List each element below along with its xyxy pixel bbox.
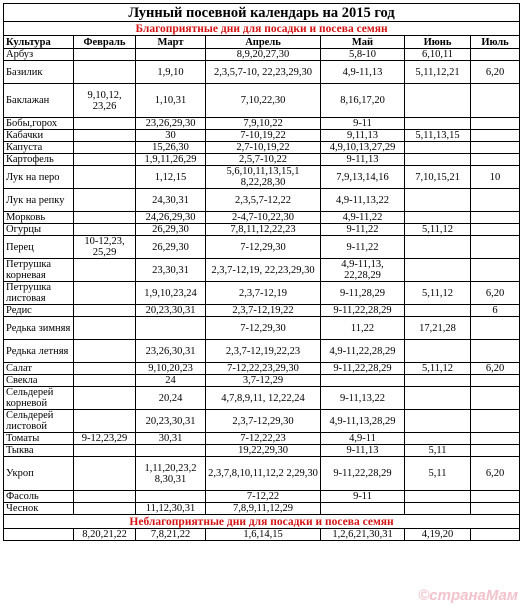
days-cell: 7-12,22,23,29,30	[206, 363, 321, 375]
unfavorable-cell: 1,2,6,21,30,31	[321, 529, 405, 541]
days-cell: 7-12,22	[206, 491, 321, 503]
days-cell	[471, 154, 520, 166]
days-cell	[471, 445, 520, 457]
days-cell	[471, 142, 520, 154]
days-cell: 24,30,31	[136, 189, 206, 212]
days-cell: 2,7-10,19,22	[206, 142, 321, 154]
days-cell: 9-11,28,29	[321, 282, 405, 305]
days-cell	[405, 212, 471, 224]
table-row	[4, 445, 520, 457]
days-cell: 7,8,9,11,12,29	[206, 503, 321, 515]
days-cell: 9-11,22,28,29	[321, 363, 405, 375]
days-cell	[471, 317, 520, 340]
crop-name-cell: Базилик	[4, 61, 74, 84]
days-cell	[405, 433, 471, 445]
days-cell	[471, 340, 520, 363]
days-cell	[74, 212, 136, 224]
days-cell	[405, 142, 471, 154]
days-cell: 1,11,20,23,2 8,30,31	[136, 457, 206, 491]
days-cell: 19,22,29,30	[206, 445, 321, 457]
days-cell	[136, 445, 206, 457]
days-cell: 9-12,23,29	[74, 433, 136, 445]
table-row	[4, 212, 520, 224]
days-cell	[405, 340, 471, 363]
crop-name-cell: Арбуз	[4, 49, 74, 61]
unfavorable-cell	[4, 529, 74, 541]
table-row	[4, 317, 520, 340]
days-cell: 10	[471, 166, 520, 189]
calendar-table	[3, 3, 520, 541]
favorable-rows	[4, 49, 520, 515]
column-header-march: Март	[136, 36, 206, 49]
days-cell	[471, 375, 520, 387]
days-cell	[74, 189, 136, 212]
days-cell: 30,31	[136, 433, 206, 445]
days-cell: 6,20	[471, 457, 520, 491]
days-cell: 6,20	[471, 363, 520, 375]
unfavorable-heading: Неблагоприятные дни для посадки и посева семян	[4, 515, 520, 529]
days-cell	[74, 457, 136, 491]
table-row	[4, 410, 520, 433]
days-cell	[471, 118, 520, 130]
crop-name-cell: Укроп	[4, 457, 74, 491]
days-cell: 6	[471, 305, 520, 317]
days-cell	[74, 503, 136, 515]
days-cell: 11,22	[321, 317, 405, 340]
days-cell: 17,21,28	[405, 317, 471, 340]
crop-name-cell: Чеснок	[4, 503, 74, 515]
days-cell	[471, 410, 520, 433]
table-row	[4, 491, 520, 503]
days-cell: 15,26,30	[136, 142, 206, 154]
crop-name-cell: Перец	[4, 236, 74, 259]
days-cell: 24,26,29,30	[136, 212, 206, 224]
days-cell	[471, 49, 520, 61]
days-cell: 7,10,22,30	[206, 84, 321, 118]
days-cell: 7,9,13,14,16	[321, 166, 405, 189]
table-row	[4, 49, 520, 61]
crop-name-cell: Бобы,горох	[4, 118, 74, 130]
days-cell	[405, 259, 471, 282]
crop-name-cell: Капуста	[4, 142, 74, 154]
days-cell	[471, 84, 520, 118]
days-cell: 7,9,10,22	[206, 118, 321, 130]
days-cell	[471, 387, 520, 410]
table-row	[4, 503, 520, 515]
days-cell: 5,8-10	[321, 49, 405, 61]
days-cell	[74, 166, 136, 189]
days-cell	[74, 142, 136, 154]
days-cell: 2,3,7,8,10,11,12,2 2,29,30	[206, 457, 321, 491]
days-cell: 5,6,10,11,13,15,1 8,22,28,30	[206, 166, 321, 189]
days-cell: 5,11,12,21	[405, 61, 471, 84]
unfavorable-cell: 4,19,20	[405, 529, 471, 541]
table-row	[4, 375, 520, 387]
crop-name-cell: Свекла	[4, 375, 74, 387]
days-cell: 26,29,30	[136, 224, 206, 236]
days-cell: 10-12,23, 25,29	[74, 236, 136, 259]
column-header-may: Май	[321, 36, 405, 49]
days-cell: 20,23,30,31	[136, 410, 206, 433]
days-cell	[405, 236, 471, 259]
crop-name-cell: Тыква	[4, 445, 74, 457]
unfavorable-cell: 8,20,21,22	[74, 529, 136, 541]
crop-name-cell: Петрушка корневая	[4, 259, 74, 282]
days-cell: 1,9,10	[136, 61, 206, 84]
days-cell	[471, 212, 520, 224]
days-cell	[405, 189, 471, 212]
table-row	[4, 305, 520, 317]
days-cell: 5,11	[405, 445, 471, 457]
crop-name-cell: Томаты	[4, 433, 74, 445]
days-cell	[405, 375, 471, 387]
days-cell	[321, 503, 405, 515]
days-cell: 7,10,15,21	[405, 166, 471, 189]
days-cell	[405, 84, 471, 118]
days-cell: 4,9,10,13,27,29	[321, 142, 405, 154]
days-cell: 9-11	[321, 118, 405, 130]
days-cell: 4,9-11,22,28,29	[321, 340, 405, 363]
table-row	[4, 224, 520, 236]
days-cell: 23,26,30,31	[136, 340, 206, 363]
crop-name-cell: Редька зимняя	[4, 317, 74, 340]
days-cell: 9-11,13	[321, 154, 405, 166]
days-cell	[471, 491, 520, 503]
days-cell	[405, 305, 471, 317]
days-cell	[136, 317, 206, 340]
days-cell	[74, 317, 136, 340]
table-row	[4, 363, 520, 375]
days-cell: 5,11,12	[405, 282, 471, 305]
days-cell: 8,9,20,27,30	[206, 49, 321, 61]
days-cell: 9,10,12, 23,26	[74, 84, 136, 118]
unfavorable-cell: 7,8,21,22	[136, 529, 206, 541]
table-row	[4, 166, 520, 189]
days-cell: 7,8,11,12,22,23	[206, 224, 321, 236]
days-cell: 7-12,29,30	[206, 317, 321, 340]
days-cell: 11,12,30,31	[136, 503, 206, 515]
days-cell: 2,3,5,7-10, 22,23,29,30	[206, 61, 321, 84]
days-cell: 7-12,22,23	[206, 433, 321, 445]
crop-name-cell: Лук на репку	[4, 189, 74, 212]
days-cell	[74, 118, 136, 130]
crop-name-cell: Картофель	[4, 154, 74, 166]
table-row	[4, 282, 520, 305]
days-cell: 1,9,11,26,29	[136, 154, 206, 166]
days-cell: 7-12,29,30	[206, 236, 321, 259]
crop-name-cell: Баклажан	[4, 84, 74, 118]
days-cell	[405, 118, 471, 130]
table-row	[4, 154, 520, 166]
days-cell: 20,23,30,31	[136, 305, 206, 317]
days-cell: 23,26,29,30	[136, 118, 206, 130]
table-row	[4, 236, 520, 259]
days-cell: 20,24	[136, 387, 206, 410]
days-cell: 6,20	[471, 61, 520, 84]
table-row	[4, 387, 520, 410]
days-cell: 6,10,11	[405, 49, 471, 61]
days-cell: 3,7-12,29	[206, 375, 321, 387]
watermark-logo: ©странаМам	[418, 587, 518, 604]
days-cell	[74, 224, 136, 236]
days-cell: 5,11	[405, 457, 471, 491]
column-header-july: Июль	[471, 36, 520, 49]
crop-name-cell: Фасоль	[4, 491, 74, 503]
unfavorable-cell	[471, 529, 520, 541]
unfavorable-row	[4, 529, 520, 541]
table-row	[4, 130, 520, 142]
days-cell	[74, 282, 136, 305]
table-row	[4, 142, 520, 154]
days-cell: 6,20	[471, 282, 520, 305]
crop-name-cell: Сельдерей корневой	[4, 387, 74, 410]
days-cell: 30	[136, 130, 206, 142]
days-cell: 1,9,10,23,24	[136, 282, 206, 305]
days-cell: 8,16,17,20	[321, 84, 405, 118]
days-cell	[74, 61, 136, 84]
table-row	[4, 189, 520, 212]
column-header-culture: Культура	[4, 36, 74, 49]
days-cell	[74, 154, 136, 166]
days-cell	[136, 491, 206, 503]
days-cell	[74, 305, 136, 317]
calendar-sheet	[3, 3, 519, 607]
days-cell	[74, 259, 136, 282]
days-cell: 2,3,5,7-12,22	[206, 189, 321, 212]
days-cell: 2,3,7-12,19	[206, 282, 321, 305]
days-cell: 9-11,13,22	[321, 387, 405, 410]
days-cell: 9,11,13	[321, 130, 405, 142]
page-title: Лунный посевной календарь на 2015 год	[4, 4, 520, 22]
days-cell	[74, 363, 136, 375]
days-cell	[74, 410, 136, 433]
days-cell	[471, 236, 520, 259]
column-header-june: Июнь	[405, 36, 471, 49]
days-cell	[74, 375, 136, 387]
days-cell: 4,9-11,13	[321, 61, 405, 84]
table-row	[4, 84, 520, 118]
header-row	[4, 36, 520, 49]
days-cell: 9-11,22	[321, 236, 405, 259]
days-cell: 5,11,12	[405, 363, 471, 375]
table-row	[4, 457, 520, 491]
table-row	[4, 61, 520, 84]
crop-name-cell: Морковь	[4, 212, 74, 224]
days-cell	[74, 387, 136, 410]
crop-name-cell: Редька летняя	[4, 340, 74, 363]
crop-name-cell: Сельдерей листовой	[4, 410, 74, 433]
days-cell	[405, 387, 471, 410]
days-cell: 1,12,15	[136, 166, 206, 189]
days-cell	[74, 340, 136, 363]
days-cell: 2,3,7-12,19, 22,23,29,30	[206, 259, 321, 282]
days-cell: 4,9-11	[321, 433, 405, 445]
days-cell: 9,10,20,23	[136, 363, 206, 375]
days-cell: 2,3,7-12,19,22	[206, 305, 321, 317]
days-cell	[471, 433, 520, 445]
days-cell: 4,9-11,13,28,29	[321, 410, 405, 433]
days-cell: 4,7,8,9,11, 12,22,24	[206, 387, 321, 410]
days-cell: 2,3,7-12,29,30	[206, 410, 321, 433]
days-cell: 23,30,31	[136, 259, 206, 282]
days-cell: 9-11,22,28,29	[321, 457, 405, 491]
days-cell: 2,3,7-12,19,22,23	[206, 340, 321, 363]
days-cell: 4,9-11,13, 22,28,29	[321, 259, 405, 282]
days-cell: 5,11,12	[405, 224, 471, 236]
days-cell: 7-10,19,22	[206, 130, 321, 142]
crop-name-cell: Редис	[4, 305, 74, 317]
days-cell	[471, 189, 520, 212]
days-cell	[321, 375, 405, 387]
days-cell	[74, 491, 136, 503]
days-cell	[74, 49, 136, 61]
unfavorable-cell: 1,6,14,15	[206, 529, 321, 541]
days-cell: 4,9-11,13,22	[321, 189, 405, 212]
days-cell: 5,11,13,15	[405, 130, 471, 142]
days-cell	[74, 130, 136, 142]
table-row	[4, 259, 520, 282]
days-cell	[74, 445, 136, 457]
days-cell: 2-4,7-10,22,30	[206, 212, 321, 224]
column-header-february: Февраль	[74, 36, 136, 49]
days-cell: 4,9-11,22	[321, 212, 405, 224]
days-cell: 1,10,31	[136, 84, 206, 118]
days-cell: 26,29,30	[136, 236, 206, 259]
days-cell: 9-11,13	[321, 445, 405, 457]
days-cell	[136, 49, 206, 61]
days-cell	[471, 503, 520, 515]
days-cell: 9-11	[321, 491, 405, 503]
days-cell	[405, 154, 471, 166]
days-cell: 2,5,7-10,22	[206, 154, 321, 166]
crop-name-cell: Кабачки	[4, 130, 74, 142]
days-cell	[405, 410, 471, 433]
table-row	[4, 340, 520, 363]
favorable-heading: Благоприятные дни для посадки и посева семян	[4, 22, 520, 36]
days-cell	[471, 224, 520, 236]
days-cell: 9-11,22,28,29	[321, 305, 405, 317]
crop-name-cell: Лук на перо	[4, 166, 74, 189]
days-cell	[405, 491, 471, 503]
days-cell	[471, 259, 520, 282]
crop-name-cell: Салат	[4, 363, 74, 375]
column-header-april: Апрель	[206, 36, 321, 49]
days-cell	[471, 130, 520, 142]
table-row	[4, 433, 520, 445]
table-row	[4, 118, 520, 130]
crop-name-cell: Петрушка листовая	[4, 282, 74, 305]
days-cell: 24	[136, 375, 206, 387]
crop-name-cell: Огурцы	[4, 224, 74, 236]
days-cell	[405, 503, 471, 515]
days-cell: 9-11,22	[321, 224, 405, 236]
